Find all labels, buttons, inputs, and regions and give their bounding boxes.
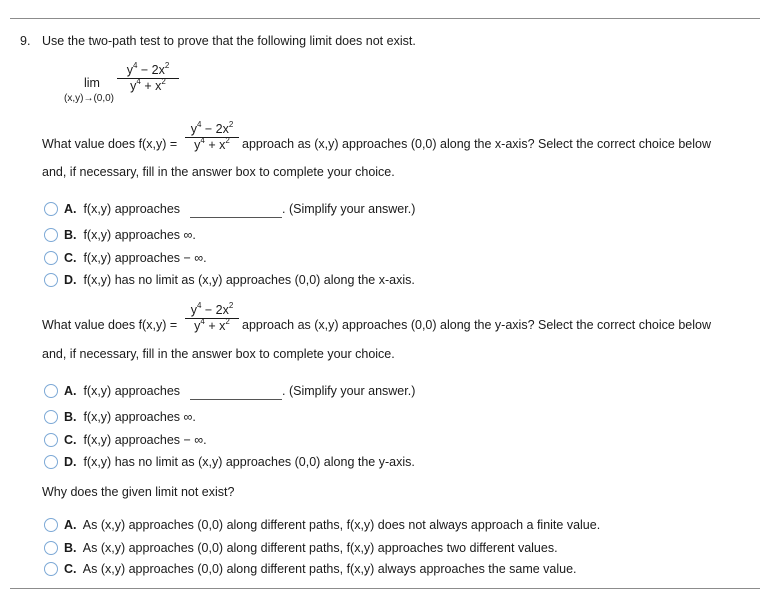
part2-option-b: B. f(x,y) approaches ∞. — [64, 410, 196, 424]
part2-fraction — [185, 301, 239, 333]
part1-option-d: D. f(x,y) has no limit as (x,y) approaches (0,0) along the x-axis. — [64, 273, 415, 287]
question-number: 9. — [20, 34, 31, 48]
part1-option-a: A. f(x,y) approaches — [64, 202, 181, 216]
part2-instruction: and, if necessary, fill in the answer box to complete your choice. — [42, 347, 395, 361]
part1-option-d-radio[interactable] — [44, 273, 58, 287]
fraction-numerator: $y^4 - 2x^2$ — [190, 120, 234, 136]
part1-option-b: B. f(x,y) approaches ∞. — [64, 228, 196, 242]
part1-option-a-radio[interactable] — [44, 202, 58, 216]
part3-option-a-radio[interactable] — [44, 518, 58, 532]
bottom-divider — [10, 588, 760, 589]
part3-option-b: B. As (x,y) approaches (0,0) along different paths, f(x,y) approaches two different values. — [64, 541, 558, 555]
part2-question-lead: What value does f(x,y) = — [42, 318, 178, 332]
part2-option-a-hint: . (Simplify your answer.) — [282, 384, 416, 398]
part1-option-c: C. f(x,y) approaches − ∞. — [64, 251, 207, 265]
part3-option-a: A. As (x,y) approaches (0,0) along different paths, f(x,y) does not always approach a finite value. — [64, 518, 601, 532]
question-prompt: Use the two-path test to prove that the following limit does not exist. — [42, 34, 416, 48]
fraction-numerator: $y^4 - 2x^2$ — [190, 301, 234, 317]
part1-option-b-radio[interactable] — [44, 228, 58, 242]
part2-option-c-radio[interactable] — [44, 433, 58, 447]
limit-fraction — [117, 61, 179, 93]
part1-question-lead: What value does f(x,y) = — [42, 137, 178, 151]
top-divider — [10, 18, 760, 19]
part1-question-tail: approach as (x,y) approaches (0,0) along the x-axis? Select the correct choice below — [242, 137, 711, 151]
part2-option-a-radio[interactable] — [44, 384, 58, 398]
part2-option-a: A. f(x,y) approaches — [64, 384, 181, 398]
part2-question-tail: approach as (x,y) approaches (0,0) along the y-axis? Select the correct choice below — [242, 318, 711, 332]
part3-option-c: C. As (x,y) approaches (0,0) along different paths, f(x,y) always approaches the same value. — [64, 562, 577, 576]
part3-option-c-radio[interactable] — [44, 562, 58, 576]
limit-word: lim — [84, 76, 100, 90]
fraction-denominator: $y^4 + x^2$ — [194, 317, 230, 333]
part2-option-c: C. f(x,y) approaches − ∞. — [64, 433, 207, 447]
limit-subscript: (x,y)→(0,0) — [64, 93, 114, 104]
part1-option-c-radio[interactable] — [44, 251, 58, 265]
fraction-numerator: $y^4 - 2x^2$ — [126, 61, 170, 77]
part3-option-b-radio[interactable] — [44, 541, 58, 555]
part1-instruction: and, if necessary, fill in the answer box to complete your choice. — [42, 165, 395, 179]
fraction-denominator: $y^4 + x^2$ — [194, 136, 230, 152]
part1-answer-input[interactable] — [190, 217, 282, 218]
part2-option-d-radio[interactable] — [44, 455, 58, 469]
fraction-denominator: $y^4 + x^2$ — [130, 77, 166, 93]
part1-option-a-hint: . (Simplify your answer.) — [282, 202, 416, 216]
part1-fraction — [185, 120, 239, 152]
part2-answer-input[interactable] — [190, 399, 282, 400]
part3-question: Why does the given limit not exist? — [42, 485, 235, 499]
part2-option-b-radio[interactable] — [44, 410, 58, 424]
part2-option-d: D. f(x,y) has no limit as (x,y) approaches (0,0) along the y-axis. — [64, 455, 415, 469]
